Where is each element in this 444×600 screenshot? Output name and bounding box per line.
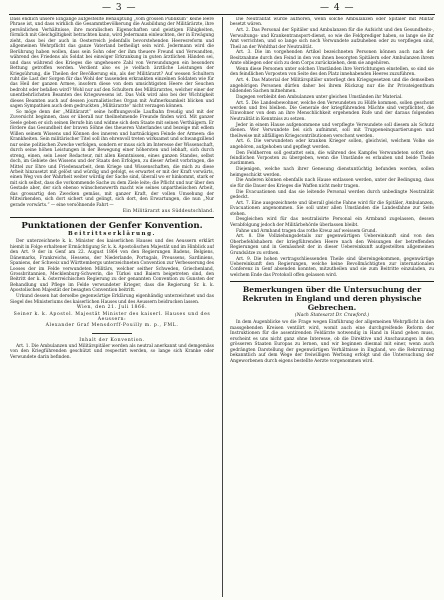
article-signature: Ein Militärarzt aus Süddeutschland. — [122, 208, 214, 214]
convention-article: Art. 8. Die Vollziehungsdetails zur gegenwärtigen Uebereinkunft sind von den Oberbefehlshabern der kriegführenden Heere nach den Weisungen der betreffenden Regierungen und in Gemässheit der in dieser Uebereinkunft aufgestellten allgemeinen Grundsätze zu ordnen. — [230, 234, 434, 256]
short-divider — [92, 333, 132, 334]
convention-article: Desgleichen wird für das neutralisirte Personal ein Armband zugelassen, dessen Verabfolgung jedoch der Militärbehörde überlassen bleibt. — [230, 217, 434, 228]
convention-article: Dagegen verbleibt den Ambulanzen unter gleichen Umständen ihr Material. — [236, 94, 403, 100]
convention-article: Art. 5. Die Landesbewohner, welche den Verwundeten zu Hülfe kommen, sollen geschont werden und frei bleiben. Die Generale der kriegführenden Mächte sind verpflichtet, die Einwohner von dem an ihre Menschlichkeit ergehenden Rufe und der daraus folgenden Neutralität in Kenntniss zu setzen. — [230, 100, 434, 122]
article-byline: (Nach Statesarzt Dr. Crawford.) — [294, 313, 370, 319]
convention-article: Art. 1. Die Ambulanzen und Militärspitäler werden als neutral anerkannt und demgemäss von den Kriegführenden geschützt und respectirt werden, so lange sich Kranke oder Verwundete darin befinden. — [10, 343, 214, 360]
convention-article: Jeder in einem Hause aufgenommene und verpflegte Verwundete soll diesem als Schutz dienen. Wer Verwundete bei sich aufnimmt, soll mit Truppeneinquartierungen und theilweise mit allfälligen Kriegscontributionen verschont werden. — [230, 122, 434, 139]
convention-article: Fahne und Armband tragen das rothe Kreuz auf weissem Grund. — [236, 228, 377, 234]
article-heading: Bemerkungen über die Untersuchung der Rekruten in England und deren physische Gebrechen. — [242, 285, 422, 313]
article-paragraph: Dass endlich unsere Eingänge aufgestellte Behauptung „vom grossen Publikum“ keine leere Phrase ist, und dass wirklich die Gesammtbevölkerung die Ausbildung der Militärärzte, ihre persönlichen Verhältnisse, ihre moralischen Eigenschaften und geistigen Fähigkeiten, förmlich mit Gleichgiltigkeit betrachten kann, wird Jedermann einleuchten, der in Erwägung zieht, dass bei der auch in Oesterreich jedenfalls bevorstehenden Heeresreform und allgemeinen Wehrpflicht das ganze Vaterland betheiligt sein wird. Jedermann wird die Berührung haben wollen, dass sein Sohn oder der ihm theuere Freund und Verwandten, während des Friedens als Soldat bei einwiger Erkrankung in guten ärztlichen Händen sei, und dass während des Krieges die ungeheuere Zahl von Verwundungen ein besonders Bettung getroffen werden. Verdient also es je vielfach ärztliche Leistungen der Kriegsührung, die Theilen der Bevölkerung ein, als der Militärarzt? Auf wessen Schultern ruht die Last der Sorgen für das Wohl der tausenden erkrankten einzelnen Soldaten wie für das Heil der ganzen Armee, insofern diese von dem umsichtigsten Heere der Seuchen bedroht oder befallen wird? Wohl nur auf den Schultern des Militärarztes, welcher einer der unentbehrlichsten Beamten des Kriegswesens ist. Das Volk wird also bei der Wichtigkeit dieses Beamten auch auf dessen journalistisches Organ mit Aufmerksamkeit blicken und sagen Sympathien auch dem gedruckten „Militärarzte“ nicht verzagen können. — [10, 17, 214, 110]
signatory-name: Alexander Graf Mensdorff-Pouilly m. p., FML. — [45, 323, 179, 329]
convention-article: Die Evacuationen und das sie leitende Personal werden durch unbedingte Neutralität gedeckt. — [230, 189, 434, 201]
left-column — [10, 17, 214, 597]
signatory-title: Seiner k. k. Apostol. Majestät Minister des kaiserl. Hauses und des Aeussern: — [13, 311, 211, 323]
convention-article: Art. 2. Das Personal der Spitäler und Ambulanzen für die Aufsicht und den Gesundheits-, Verwaltungs- und Krankentransport-dienst, so wie die Feldprediger haben, so lange sie ihr Amt verrichten, und so lange sich noch Verwundete aufzuheben oder zu verpflegen sind, Theil an der Wohlthat der Neutralität. — [230, 28, 434, 50]
convention-article: Den Feldherren soll gestattet sein, die während des Kampfes Verwundeten sofort den feindlichen Vorposten zu übergeben, wenn die Umstände es erlauben und beide Theile zustimmen. — [230, 150, 434, 167]
section-divider — [10, 217, 214, 218]
convention-article: Art. 7. Eine ausgezeichnete und überall gleiche Fahne wird für die Spitäler, Ambulanzen, Evacuationen angenommen. Sie soll unter allen Umständen die Landesfahne zur Seite stehen. — [230, 200, 434, 217]
article-paragraph: Urkund dessen hat derselbe gegenwärtige Erklärung eigenhändig unterzeichnet und das Siegel des Ministeriums des kaiserlichen Hauses und des Aeussern beidrucken lassen. — [10, 294, 214, 305]
place-date: Wien, den 21. Juli 1866. — [76, 305, 148, 311]
convention-article: Die Neutralität würde aufhören, wenn solche Ambulanzen oder Spitäler mit Militär besetzt wären. — [230, 17, 434, 28]
convention-article: Wenn diese Personen unter solchen Umständen ihre Verrichtungen einstellen, so sind sie den feindlichen Vorposten von Seite des den Platz innehabenden Heeres zuzuführen. — [230, 66, 434, 78]
convention-article: Art. 6. Die verwundeten oder kranken Krieger sollen, gleichviel, welchem Volke sie angehören, aufgehoben und gepflegt werden. — [230, 139, 434, 150]
page-number-right: — 4 — — [320, 3, 355, 13]
contents-heading: Inhalt der Konvention. — [79, 337, 145, 343]
convention-article: Die Anderen können ebenfalls nach Hause entlassen werden, unter der Bedingung, dass sie für die Dauer des Krieges die Waffen nicht mehr tragen. — [230, 178, 434, 189]
convention-article: Art. 3. Die im vorgehenden Artikel bezeichneten Personen können auch nach der Besitznahme durch den Feind in den von ihnen besorgten Spitälern oder Ambulanzen ihrem Amte obliegen oder sich zu dem Corps zurückziehen, dem sie angehören. — [230, 50, 434, 67]
convention-article: Art. 4. Das Material der Militärspitäler unterliegt den Kriegsgesetzen und die demselben angehörigen Personen dürfen daher bei ihrem Rückzug nur die ihr Privateigenthum bildenden Sachen mitnehmen. — [230, 78, 434, 95]
header-rule — [9, 14, 435, 15]
right-column — [230, 17, 434, 597]
article-paragraph: Der unterzeichnete k. k. Minister des kaiserlichen Hauses und des Aeussern erklärt hiemit in Folge erhaltener Ermächtigung Sr. k. k. Apostolischen Majestät und im Hinblick auf den Art. 9 der in Genf am 22. August 1864 von den Regierungen Badens, Belgiens, Dänemarks, Frankreichs, Hessens, der Niederlande, Portugals, Preussens, Sardiniens, Spaniens, der Schweiz und Württembergs unterzeichneten Convention zur Verbesserung des Looses der im Felde verwundeten Militärs, welcher seither Schweden, Griechenland, Grossbritannien, Mecklenburg-Schwerin, die Türkei und Baiern beigetreten sind, den Beitritt der k. k. österreichischen Regierung zu der genannten Convention zu Gunsten der Behandlung und Pflege im Felde verwundeter Krieger, dass die Regierung Sr. k. k. Apostolischen Majestät der besagten Convention beitritt. — [10, 239, 214, 294]
article-paragraph: In dem Augenblicke wo die Frage wegen Einführung der allgemeinen Wehrpflicht in den massgebenden Kreisen ventilirt wird, womit auch eine durchgreifende Reform der Instruktionen für die assentirenden Feldärzte notwendig in Hand in Hand gehen muss, erscheint es uns nicht ganz ohne Interesse, ob die Direktive und Anschauungen in den grösseren Staaten Europas zu lernen, und wir beginnen diesmal mit einer, wenn auch gedrängten Darstellung der gegenwärtigen Verhältnisse in England, wo die Rekrutirung bekanntlich auf dem Wege der freiwilligen Werbung erfolgt und die Untersuchung der Angeworbenen durch eigens bestellte Aerzte vorgenommen wird. — [230, 320, 434, 364]
section-heading: Punktationen der Genfer Konvention. — [21, 221, 203, 232]
convention-article: Art. 9. Die hohen vertragschliessenden Theile sind übereingekommen, gegenwärtige Uebereinkunft den Regierungen, welche keine Bevollmächtigten zur internationalen Conferenz in Genf absenden konnten, mitzutheilen und sie zum Beitritte einzuladen, zu welchem Ende das Protokoll offen gelassen wird. — [230, 256, 434, 278]
column-divider — [222, 17, 223, 597]
convention-article: Diejenigen, welche nach ihrer Genesung dienstuntüchtig befunden werden, sollen heimgeschickt werden. — [230, 167, 434, 178]
section-subheading: Beitrittserklärung. — [68, 231, 156, 238]
page-number-left: — 3 — — [102, 3, 137, 13]
section-divider — [230, 281, 434, 282]
article-paragraph: So möge denn der „Militärarzt“ seine hoffnungsvolle Laufbahn freudig und mit der Zuversicht beginnen, dass er überall nur theilnehmende Freunde finden wird. Mit ganzer Seele geben er sich seinen Berufe hin und widme sich dem Staate mit seinen Verthäigern. Er fördere das Gesundheit der braven Söhne des theueren Vaterlandes und bezeige mit edlem Willen seinem Wissens und Können des inneren und hartnäckigen Feinde der Armeen: die Krankheiten. Sein militärischer Titel soll ihn ehrenvoll treten wirksamst und schwangzillend nur seine politischen Zwecke verfolgen, sondern er muss sich im Interesse der Wissenschaft, durch seine höhen Leistungen in der Bewegung einer höhersten und lebhaft, sich durch streng, einen, sein Leser Redacteur, mit allen Kenntnissen, eines ganzen Standes, selbst doch, im Gebiete des Wissens und der Staats den Erfolgen, zu dieser Arbeit vorbringen, die Mittel zur Ehre und Friedensarbeit, dem Kriege und Wissenschaften, die mich zu diese Arbeit hinzusetzt mit gelöst und würdig und gefolgt, es erwartet er mit der Kraft vorwärts, einen Weg von der Wahrheit weiter würdig der Sache sind, überall wo er hinkommt, stark er mit sich selbst, dass die vorkommende Sache zu dem Ziele leite; die Pflicht und nur über den Gestade aber, der sich ebenso wünschenswerth macht wie seines unpartheiischen Arbeit, das grossartig den Zwecken gemäss, mit ganzer Kraft, der vollen Umsehung der Mitwirkenden, sich dort sichert und gelingt, sich dort, den Erwartungen, die nun „Nur gerade vorwärts.“ — eine versöhnende Fahrt — — [10, 110, 214, 208]
